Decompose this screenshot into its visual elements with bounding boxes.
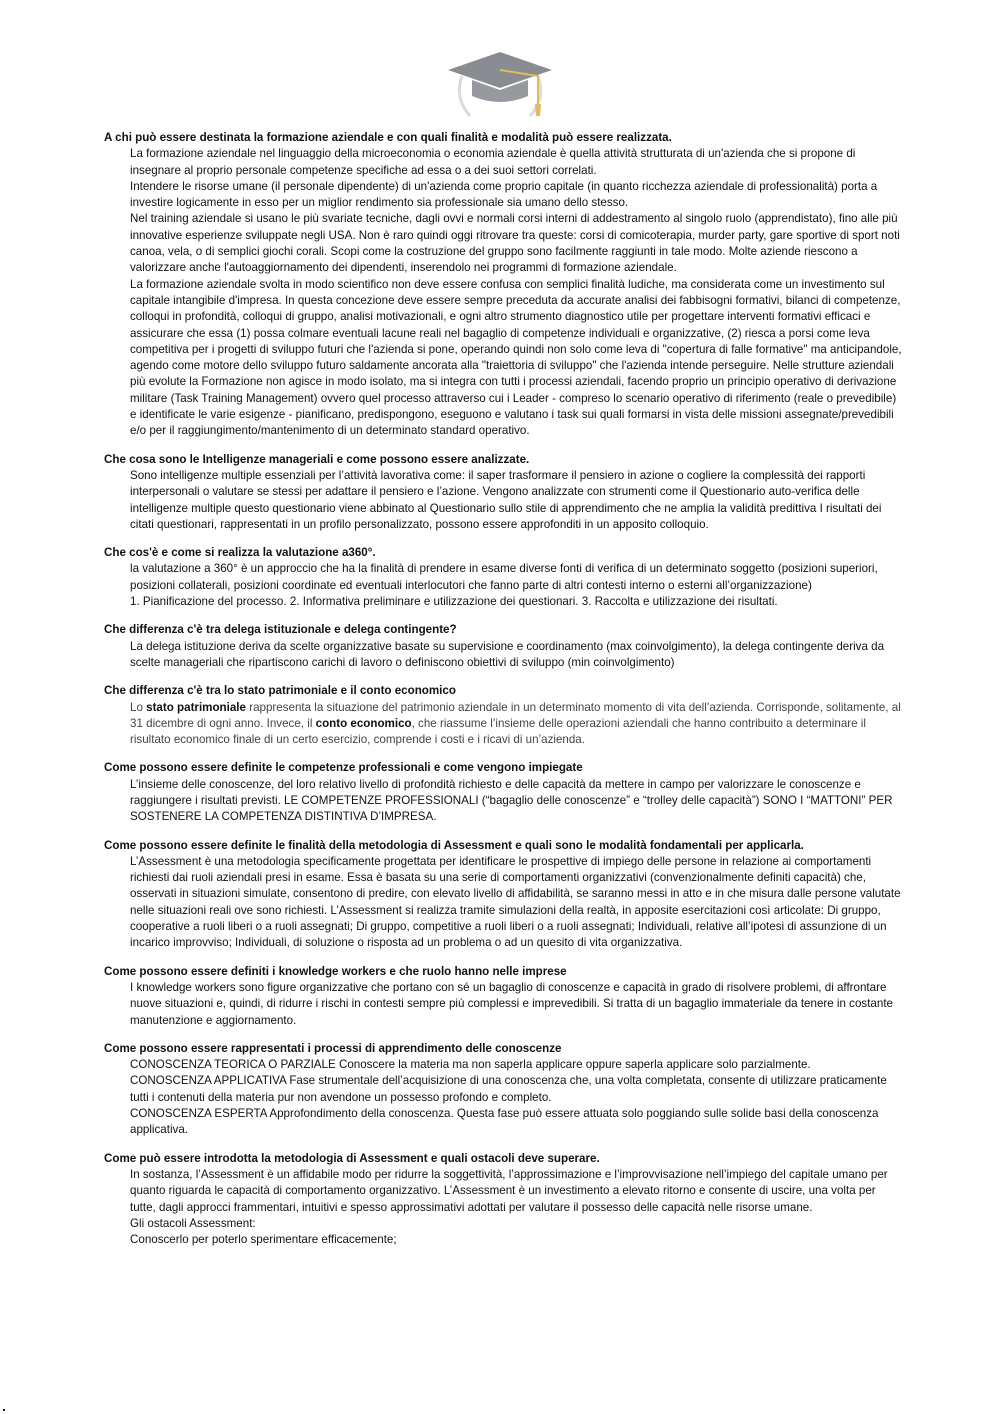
- graduation-cap-icon: [440, 46, 560, 126]
- section-heading: Come possono essere definite le finalità della metodologia di Assessment e quali sono le modalità fondamentali per applicarla.: [104, 838, 804, 852]
- qa-section: [104, 964, 904, 1029]
- paragraph: L’Assessment è una metodologia specificamente progettata per identificare le prospettive di impiego delle persone in relazione ai comportamenti richiesti dai ruoli aziendali presi in esame. Essa è basata su una serie di comportamenti organizzativi (convenzionalmente definiti capacità) che, osservati in situazioni simulate, consentono di predire, con elevato livello di affidabilità, se saranno messi in atto e in che misura dalle persone valutate nelle situazioni reali ove sono richiesti. L’Assessment si realizza tramite simulazioni della realtà, in apposite esercitazioni così articolate: Di gruppo, cooperative a ruoli liberi o a ruoli assegnati; Di gruppo, competitive a ruoli liberi o a ruoli assegnati; Individuali, relative all’ipotesi di assunzione di un incarico improvviso; Individuali, di soluzione o risposta ad un problema o ad un quesito di vita organizzativa.: [130, 854, 901, 950]
- paragraph: La delega istituzione deriva da scelte organizzative basate su supervisione e coordinamento (max coinvolgimento), la delega contingente deriva da scelte manageriali che ripartiscono carichi di lavoro o definiscono obiettivi di sviluppo (min coinvolgimento): [130, 639, 885, 669]
- qa-section: [104, 130, 904, 440]
- paragraph: Intendere le risorse umane (il personale dipendente) di un'azienda come proprio capitale (in quanto ricchezza aziendale di professionalità) porta a investire logicamente in esso per un miglior rendimento sia professionale sia umano dello stesso.: [130, 179, 878, 210]
- qa-section: [104, 545, 904, 610]
- text-run: , che riassume l’insieme delle operazioni aziendali che hanno contribuito a determinare il risultato economico finale di un certo esercizio, comprende i costi e i ricavi di un’azienda.: [130, 716, 866, 747]
- paragraph: CONOSCENZA APPLICATIVA Fase strumentale dell’acquisizione di una conoscenza che, una volta completata, consente di utilizzare praticamente tutti i contenuti della materia pur non avendone un possesso profondo e completo.: [130, 1074, 887, 1104]
- paragraph: In sostanza, l’Assessment è un affidabile modo per ridurre la soggettività, l’approssimazione e l’improvvisazione nell’impiego del capitale umano per quanto riguarda le capacità di comportamento organizzativo. L’Assessment è un investimento a elevato ritorno e consente di uscire, una volta per tutte, dagli approcci frammentari, intuitivi e spesso approssimativi adottati per valutare il possesso delle capacità nelle risorse umane.: [130, 1167, 888, 1214]
- text-run: rappresenta la situazione del patrimonio aziendale in un determinato momento di vita dell’azienda. Corrisponde, solitamente, al 31 dicembre di ogni anno. Invece, il: [130, 700, 901, 730]
- footer-mark: .: [2, 1398, 6, 1414]
- paragraph: CONOSCENZA ESPERTA Approfondimento della conoscenza. Questa fase può essere attuata solo poggiando sulle solide basi della conoscenza applicativa.: [130, 1107, 879, 1137]
- paragraph: CONOSCENZA TEORICA O PARZIALE Conoscere la materia ma non saperla applicare oppure saperla applicare solo parzialmente.: [130, 1058, 811, 1072]
- document-body: [104, 130, 904, 1260]
- paragraph: Sono intelligenze multiple essenziali per l’attività lavorativa come: il saper trasformare il pensiero in azione o cogliere la complessità dei rapporti interpersonali o valutare se stessi per adattare il pensiero e l’azione. Vengono analizzate con strumenti come il Questionario auto-verifica delle intelligenze multiple questo questionario viene abbinato al Questionario sullo stile di apprendimento che ne amplia la validità predittiva I risultati dei citati questionari, rappresentati in un profilo personalizzato, possono essere approfonditi in un apposito colloquio.: [130, 468, 882, 531]
- paragraph: L’insieme delle conoscenze, del loro relativo livello di profondità richiesto e delle capacità da mettere in campo per valorizzare le conoscenze e raggiungere i risultati previsti. LE COMPETENZE PROFESSIONALI (“bagaglio delle conoscenze” e “trolley delle capacità”) SONO I “MATTONI” PER SOSTENERE LA COMPETENZA DISTINTIVA D’IMPRESA.: [130, 777, 893, 824]
- section-heading: Come possono essere rappresentati i processi di apprendimento delle conoscenze: [104, 1041, 562, 1055]
- paragraph: la valutazione a 360° è un approccio che ha la finalità di prendere in esame diverse fonti di verifica di un determinato soggetto (posizioni superiori, posizioni collaterali, posizioni coordinate ed eventuali interlocutori che fanno parte di altri contesti interno o esterni all’organizzazione): [130, 562, 878, 592]
- qa-section: [104, 838, 904, 952]
- bold-term: stato patrimoniale: [146, 700, 246, 714]
- paragraph: [130, 700, 904, 749]
- qa-section: [104, 683, 904, 748]
- section-heading: A chi può essere destinata la formazione aziendale e con quali finalità e modalità può essere realizzata.: [104, 131, 672, 144]
- paragraph: 1. Pianificazione del processo. 2. Informativa preliminare e utilizzazione dei questionari. 3. Raccolta e utilizzazione dei risultati.: [130, 595, 778, 609]
- section-heading: Come possono essere definite le competenze professionali e come vengono impiegate: [104, 761, 583, 775]
- qa-section: [104, 1151, 904, 1249]
- section-heading: Che cosa sono le Intelligenze manageriali e come possono essere analizzate.: [104, 452, 530, 466]
- paragraph: I knowledge workers sono figure organizzative che portano con sé un bagaglio di conoscenze e capacità in grado di risolvere problemi, di affrontare nuove situazioni e, quindi, di ridurre i rischi in contesti sempre più complessi e imprevedibili. Si tratta di un bagaglio immateriale da tenere in costante manutenzione e aggiornamento.: [130, 980, 893, 1027]
- section-heading: Come può essere introdotta la metodologia di Assessment e quali ostacoli deve superare.: [104, 1151, 600, 1165]
- qa-section: [104, 622, 904, 671]
- bold-term: conto economico: [315, 716, 412, 730]
- section-heading: Che differenza c'è tra delega istituzionale e delega contingente?: [104, 623, 457, 637]
- text-run: Lo: [130, 700, 147, 714]
- paragraph: Gli ostacoli Assessment:: [130, 1216, 256, 1230]
- paragraph: La formazione aziendale nel linguaggio della microeconomia o economia aziendale è quella attività strutturata di un'azienda che si propone di insegnare al proprio personale competenze specifiche ad essa o a dei suoi settori correlati.: [130, 147, 856, 177]
- section-heading: Che cos'è e come si realizza la valutazione a360°.: [104, 546, 376, 560]
- qa-section: [104, 452, 904, 533]
- paragraph: La formazione aziendale svolta in modo scientifico non deve essere confusa con semplici finalità ludiche, ma considerata come un investimento sul capitale intangibile d'impresa. In questa concezione deve essere sempre preceduta da accurate analisi dei fabbisogni formativi, bilanci di competenze, colloqui in profondità, colloqui di gruppo, analisi motivazionali, e ogni altro strumento diagnostico utile per progettare interventi formativi efficaci e assicurare che essa (1) possa colmare eventuali lacune reali nel bagaglio di competenze individuali e organizzative, (2) riesca a porsi come leva competitiva per i progetti di sviluppo futuri che l'azienda si pone, operando quindi non solo come leva di "copertura di falle formative" ma anticipandole, agendo come motore dello sviluppo futuro saldamente ancorata alla "traiettoria di sviluppo" che l'azienda intende perseguire. Nelle strutture aziendali più evolute la Formazione non agisce in modo isolato, ma si integra con tutti i processi aziendali, facendo proprio un principio operativo di derivazione militare (Task Training Management) ovvero quel processo attraverso cui i Leader - compreso lo scenario operativo di riferimento (reale o prevedibile) e identificate le varie esigenze - pianificano, predispongono, eseguono e valutano i task sui quali formarsi in vista delle missioni assegnate/prevedibili e/o per il raggiungimento/mantenimento di un determinato standard operativo.: [130, 277, 902, 438]
- qa-section: [104, 760, 904, 825]
- paragraph: Conoscerlo per poterlo sperimentare efficacemente;: [130, 1233, 397, 1247]
- section-heading: Come possono essere definiti i knowledge workers e che ruolo hanno nelle imprese: [104, 964, 567, 978]
- section-heading: Che differenza c'è tra lo stato patrimoniale e il conto economico: [104, 684, 456, 698]
- paragraph: Nel training aziendale si usano le più svariate tecniche, dagli ovvi e normali corsi interni di addestramento al singolo ruolo (apprendistato), fino alle più innovative esperienze sviluppate negli USA. Non è raro quindi oggi ritrovare tra queste: corsi di comicoterapia, murder party, gare sportive di sport noti canoa, vela, o di semplici giochi corali. Scopi come la costruzione del gruppo sono facilmente raggiunti in tale modo. Molte aziende riescono a valorizzare anche l'autoaggiornamento dei dipendenti, inserendolo nei programmi di formazione aziendale.: [130, 212, 900, 275]
- qa-section: [104, 1041, 904, 1139]
